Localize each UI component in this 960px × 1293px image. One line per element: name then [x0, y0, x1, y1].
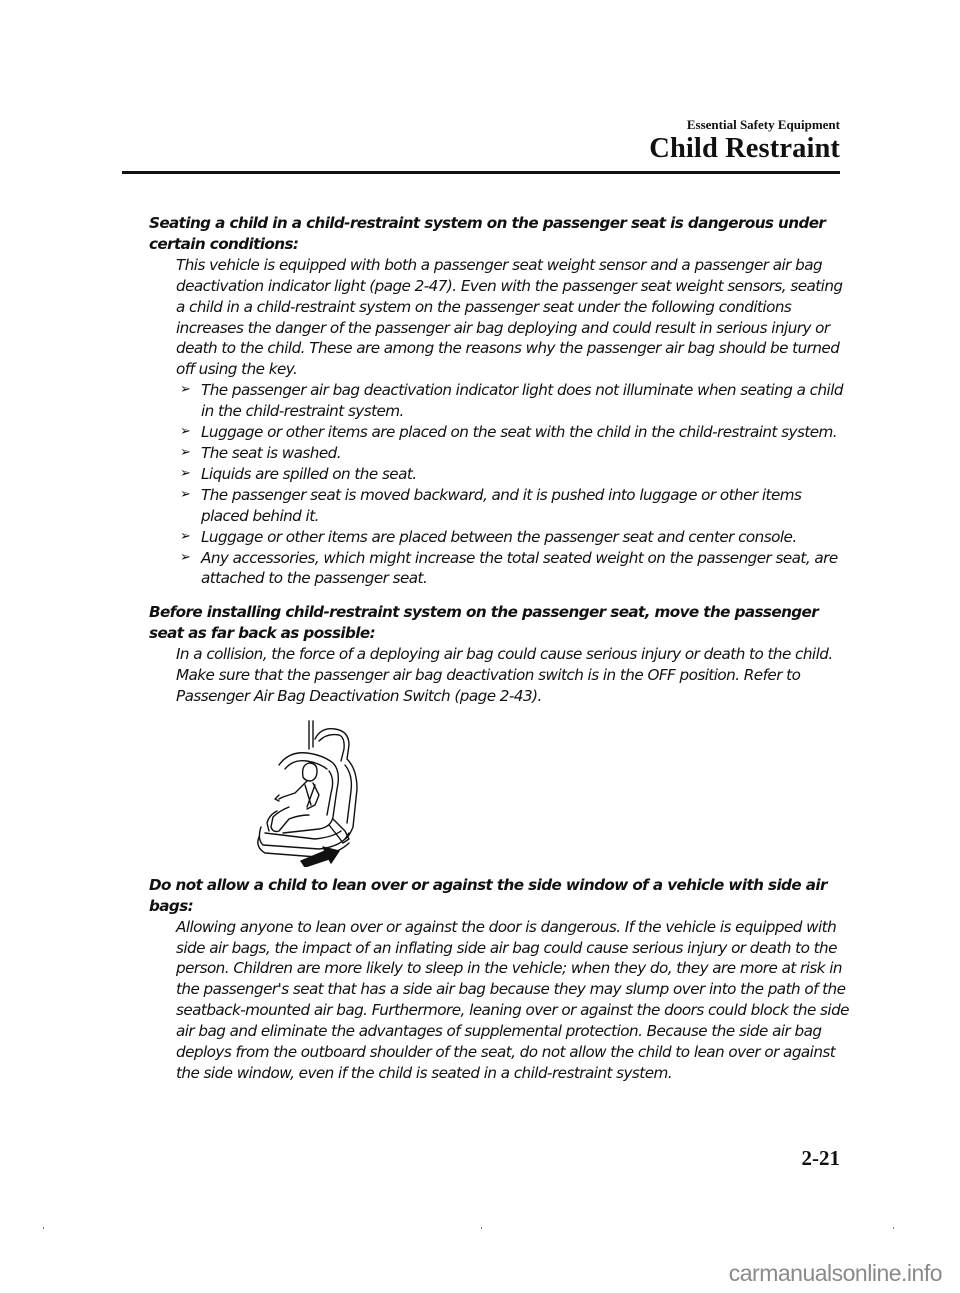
warning-block-passenger-seat-conditions — [149, 213, 849, 589]
conditions-list — [180, 380, 849, 589]
warning-heading: Before installing child-restraint system on the passenger seat, move the passenger seat as far back as possible: — [149, 603, 819, 643]
page-title: Child Restraint — [649, 133, 840, 164]
arrow-bullet-icon: ➢ — [180, 444, 191, 460]
list-item: ➢ Any accessories, which might increase the total seated weight on the passenger seat, are attached to the passenger seat. — [180, 548, 838, 588]
arrow-bullet-icon: ➢ — [180, 549, 191, 565]
list-item: ➢ Liquids are spilled on the seat. — [180, 464, 417, 483]
arrow-bullet-icon: ➢ — [180, 486, 191, 502]
warning-block-side-window — [149, 875, 849, 1084]
list-item: ➢ Luggage or other items are placed between the passenger seat and center console. — [180, 527, 797, 546]
warning-body: This vehicle is equipped with both a passenger seat weight sensor and a passenger air bag deactivation indicator light (page 2-47). Even with the passenger seat weight sensors, seating a child in a child-restraint system on the passenger seat under the following conditions increases the danger of the passenger air bag deploying and could result in serious injury or death to the child. These are among the reasons why the passenger air bag should be turned off using the key. — [176, 255, 843, 379]
warning-body: In a collision, the force of a deploying air bag could cause serious injury or death to the child. Make sure that the passenger air bag deactivation switch is in the OFF position. Refer to Passenger Air Bag Deactivation Switch (page 2-43). — [176, 645, 833, 705]
header-rule — [122, 171, 840, 174]
watermark: carmanualsonline.info — [728, 1260, 942, 1286]
child-seat-icon — [249, 719, 379, 867]
child-seat-illustration — [149, 719, 849, 867]
list-item: ➢ Luggage or other items are placed on the seat with the child in the child-restraint system. — [180, 423, 838, 442]
arrow-bullet-icon: ➢ — [180, 528, 191, 544]
warning-block-move-seat-back — [149, 602, 849, 867]
page-content — [149, 213, 849, 1084]
warning-body: Allowing anyone to lean over or against the door is dangerous. If the vehicle is equipped with side air bags, the impact of an inflating side air bag could cause serious injury or death to the person. Children are more likely to sleep in the vehicle; when they do, they are more at risk in the passenger's seat that has a side air bag because they may slump over into the path of the seatback-mounted air bag. Furthermore, leaning over or against the doors could block the side air bag and eliminate the advantages of supplemental protection. Because the side air bag deploys from the outboard shoulder of the seat, do not allow the child to lean over or against the side window, even if the child is seated in a child-restraint system. — [176, 917, 849, 1082]
section-label: Essential Safety Equipment — [686, 117, 840, 132]
warning-heading: Do not allow a child to lean over or against the side window of a vehicle with side air bags: — [149, 875, 827, 915]
list-item: ➢ The seat is washed. — [180, 443, 342, 462]
list-item: ➢ The passenger seat is moved backward, and it is pushed into luggage or other items placed behind it. — [180, 485, 802, 525]
page-number: 2-21 — [801, 1146, 840, 1170]
crop-mark — [481, 1227, 482, 1229]
arrow-bullet-icon: ➢ — [180, 382, 191, 398]
crop-mark — [43, 1227, 44, 1229]
arrow-bullet-icon: ➢ — [180, 424, 191, 440]
list-item: ➢ The passenger air bag deactivation indicator light does not illuminate when seating a child in the child-restraint system. — [180, 381, 843, 421]
crop-mark — [893, 1227, 894, 1229]
warning-heading: Seating a child in a child-restraint system on the passenger seat is dangerous under certain conditions: — [149, 214, 826, 253]
arrow-bullet-icon: ➢ — [180, 465, 191, 481]
